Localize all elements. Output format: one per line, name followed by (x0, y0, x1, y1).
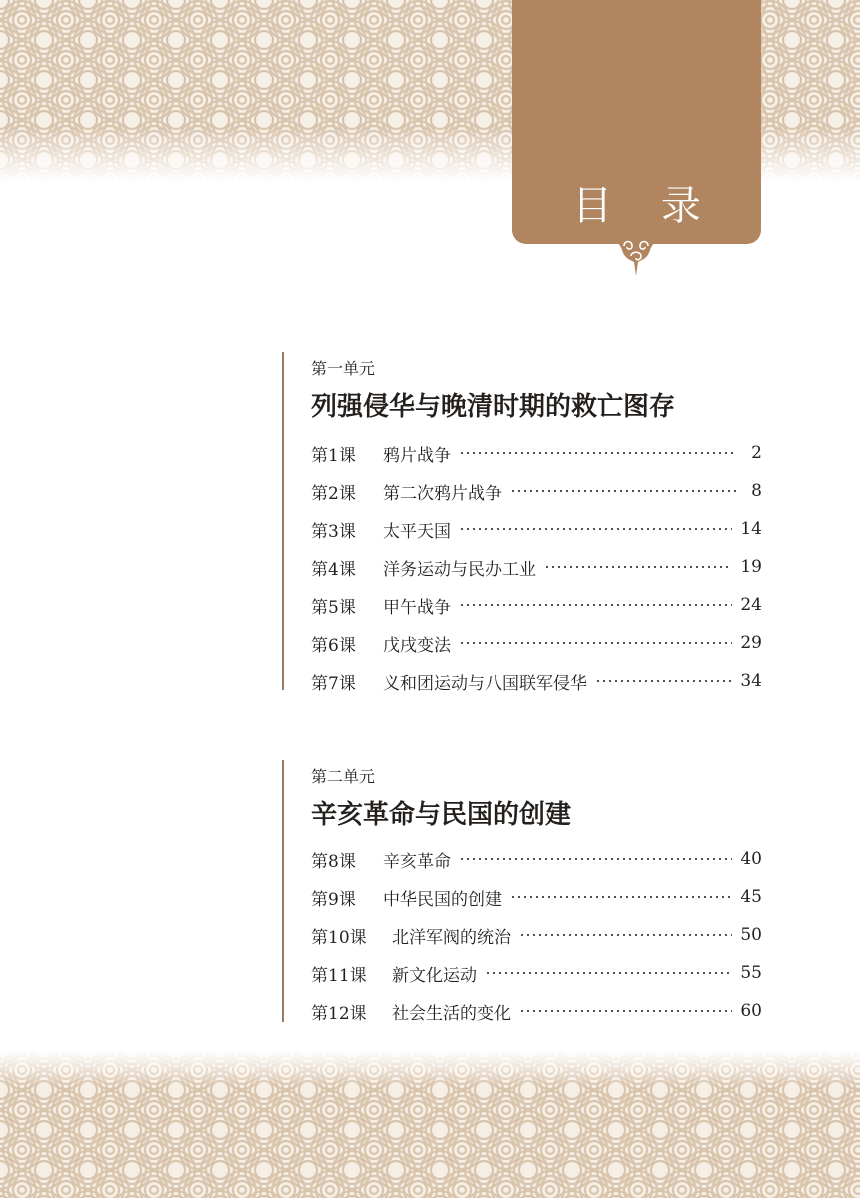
title-tab (512, 0, 761, 244)
page-number: 60 (740, 1001, 762, 1021)
leader-dots (519, 1010, 732, 1012)
lesson-number: 第7课 (311, 673, 356, 694)
toc-entry[interactable] (311, 593, 762, 617)
lesson-number: 第9课 (311, 889, 356, 910)
leader-dots (485, 972, 732, 974)
toc-entry[interactable] (311, 961, 762, 985)
lesson-number: 第2课 (311, 483, 356, 504)
lesson-title: 中华民国的创建 (383, 889, 502, 910)
leader-dots (459, 528, 732, 530)
leader-dots (510, 490, 736, 492)
toc-entry[interactable] (311, 999, 762, 1023)
lesson-title: 第二次鸦片战争 (383, 483, 502, 504)
lesson-number: 第3课 (311, 521, 356, 542)
page-number: 24 (740, 595, 762, 615)
lesson-title: 北洋军阀的统治 (392, 927, 511, 948)
page-number: 29 (740, 633, 762, 653)
lesson-number: 第1课 (311, 445, 356, 466)
lesson-title: 太平天国 (383, 521, 451, 542)
leader-dots (544, 566, 732, 568)
leader-dots (459, 642, 732, 644)
cloud-ornament-icon (604, 236, 668, 280)
page-number: 14 (740, 519, 762, 539)
leader-dots (459, 452, 736, 454)
leader-dots (595, 680, 732, 682)
unit-section-2 (282, 760, 762, 1022)
page-number: 40 (740, 849, 762, 869)
lesson-title: 戊戌变法 (383, 635, 451, 656)
unit-title: 辛亥革命与民国的创建 (311, 800, 572, 830)
toc-entry[interactable] (311, 555, 762, 579)
lesson-number: 第8课 (311, 851, 356, 872)
page-number: 45 (740, 887, 762, 907)
toc-entry[interactable] (311, 517, 762, 541)
lesson-number: 第10课 (311, 927, 367, 948)
cloud-pattern-bottom (0, 1050, 860, 1198)
lesson-number: 第6课 (311, 635, 356, 656)
lesson-number: 第11课 (311, 965, 367, 986)
toc-entry[interactable] (311, 631, 762, 655)
lesson-number: 第12课 (311, 1003, 367, 1024)
toc-entry[interactable] (311, 669, 762, 693)
lesson-title: 社会生活的变化 (392, 1003, 511, 1024)
page-number: 19 (740, 557, 762, 577)
page-number: 2 (751, 443, 762, 463)
unit-section-1 (282, 352, 762, 694)
unit-title: 列强侵华与晚清时期的救亡图存 (311, 392, 676, 422)
leader-dots (510, 896, 732, 898)
page-number: 50 (740, 925, 762, 945)
lesson-title: 义和团运动与八国联军侵华 (383, 673, 587, 694)
page-title: 目 录 (572, 183, 719, 229)
page-number: 8 (751, 481, 762, 501)
lesson-title: 新文化运动 (392, 965, 477, 986)
leader-dots (519, 934, 732, 936)
lesson-number: 第5课 (311, 597, 356, 618)
page-number: 34 (740, 671, 762, 691)
leader-dots (459, 604, 732, 606)
lesson-title: 洋务运动与民办工业 (383, 559, 536, 580)
lesson-title: 鸦片战争 (383, 445, 451, 466)
toc-entry[interactable] (311, 847, 762, 871)
toc-entry[interactable] (311, 441, 762, 465)
lesson-number: 第4课 (311, 559, 356, 580)
bottom-pattern-band (0, 1050, 860, 1198)
lesson-title: 辛亥革命 (383, 851, 451, 872)
unit-label: 第一单元 (311, 359, 376, 378)
unit-divider-bar (282, 352, 284, 690)
lesson-title: 甲午战争 (383, 597, 451, 618)
toc-entry[interactable] (311, 479, 762, 503)
toc-entry[interactable] (311, 923, 762, 947)
leader-dots (459, 858, 732, 860)
unit-label: 第二单元 (311, 767, 376, 786)
unit-divider-bar (282, 760, 284, 1022)
page-number: 55 (740, 963, 762, 983)
toc-entry[interactable] (311, 885, 762, 909)
